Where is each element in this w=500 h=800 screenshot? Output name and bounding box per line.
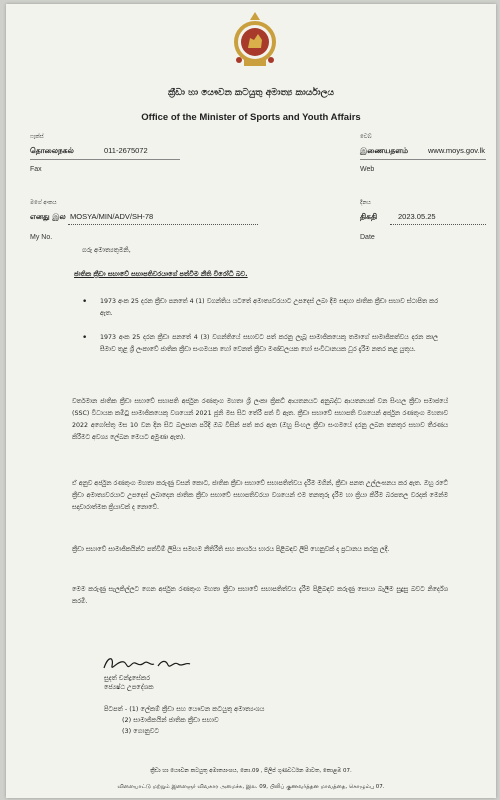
copy-item: (3) ගොනුවට [122,727,160,735]
my-no-label-english: My No. [30,234,53,241]
web-label-tamil: இணையதளம் [360,146,409,155]
my-no-dotline [68,224,258,225]
bullet-item: • 1973 අංක 25 දරන ක්‍රීඩා පනතේ 4 (3) වගන්තියේ සභාවට පත් කරනු ලැබූ සාමාජිකයෙකු තමාගේ සාමාජිකත්වය දරන කාල සීමාව තුළ ශ්‍රී ලංකාවේ ජාතික ක්‍රීඩා සංගමයක හෝ වෙනත් ක්‍රීඩා මණ්ඩලයක හෝ සංවිධානයක ධූර දැරීම නතර කළ යුතුය. [78,332,438,356]
date-value: 2023.05.25 [398,212,436,221]
web-label-sinhala: වෙබ් [360,134,372,140]
date-label-sinhala: දිනය [360,200,371,206]
fax-underline [30,159,180,160]
body-paragraph: ක්‍රීඩා සභාවේ සාමාජිකයින්ට පත්වීම් ලිපිය සමඟම නීතිරීති සහ කාර්යය භාරය පිළිබඳව ලිපි හෙනුවක් ද ප්‍රධානය කරනු ලදී. [72,546,390,553]
copies-block [104,704,264,737]
date-dotline [390,224,486,225]
signatory-name: සුදත් චන්ද්‍රසේකර [104,674,151,682]
bullet-list [78,296,438,368]
letter-subject: ජාතික ක්‍රීඩා සභාවේ සභාපතිවරයාගේ පත්වීම නීති විරෝධී බව. [74,270,248,278]
fax-label-english: Fax [30,166,42,173]
copies-label: පිටපත් - [104,705,128,713]
fax-label-tamil: தொலைநகல் [30,146,74,155]
ministry-name-english: Office of the Minister of Sports and Youth Affairs [141,112,361,123]
bullet-item: • 1973 අංක 25 දරන ක්‍රීඩා පනතේ 4 (1) වගන්තිය යටතේ අමාත්‍යවරයාට උපදෙස් ලබා දීම සඳහා ජාතික ක්‍රීඩා සභාව ස්ථාපිත කර ඇත. [78,296,438,320]
fax-label-sinhala: ෆැක්ස් [30,134,44,140]
signatory-title: ජ්‍යෙෂ්ඨ උපදේශක [104,683,154,691]
letter-page [6,4,496,798]
copy-item: (1) ලේකම් ක්‍රීඩා සහ යෞවන කටයුතු අමාත්‍යංශය [129,705,265,713]
body-paragraph: වර්තමාන ජාතික ක්‍රීඩා සභාවේ සභාපති අර්ජුන රණතුංග මහතා ශ්‍රී ලංකා ක්‍රිකට් ආයතනයට අනුබද්ධ ආයතනයක් වන සිංහල ක්‍රීඩා සමාජයේ (SSC) විධායක කමිටු සාමාජිකයෙකු වශයෙන් 2021 ජූනි මස සිට තේරී පත් වී ඇත. ක්‍රීඩා සභාවේ සභාපති වශයෙන් අර්ජුන රණතුංග මහතාව 2022 අගෝස්තු මස 10 වන දින සිට බලපාන පරිදි ඔබ විසින් පත් කර ඇත (ඔහු සිංහල ක්‍රීඩා සංගමයේ දරනු ලබන තනතුර සභාව තීරණය කිරීමට අවශ්‍ය ලේඛන මෙයට අමුණා ඇත). [72,398,448,441]
my-no-label-sinhala: මගේ අංකය [30,200,57,206]
my-no-label-tamil: எனது இல [30,212,66,221]
salutation: ගරු අමාත්‍යතුමනි, [82,246,131,254]
my-no-value: MOSYA/MIN/ADV/SH-78 [70,212,154,221]
handwritten-signature-icon [102,652,192,674]
date-label-tamil: திகதி [360,212,378,221]
fax-number: 011-2675072 [104,146,148,155]
copy-item: (2) සාමාජිකයින් ජාතික ක්‍රීඩා සභාව [122,716,219,724]
body-paragraph: ඒ අනුව අර්ජුන රණතුංග මහතා කරුණු වසන් කොට, ජාතික ක්‍රීඩා සභාවේ සභාපතිත්වය දැරීම මගින්, ක්‍රීඩා පනත උල්ලංඝනය කර ඇත. ඔහු රටේ ක්‍රීඩා අමාත්‍යවරයාට උපදෙස් ලබාදෙන ජාතික ක්‍රීඩා සභාවේ සභාපතිවරයා වශයෙන් එම තනතුරු දැරීම හා ක්‍රියා කිරීම බරපතල වරදක් මෙන්ම සදාචාරාත්මක ක්‍රියාවක් ද නොවේ. [72,480,448,511]
web-underline [360,159,486,160]
web-url: www.moys.gov.lk [428,146,485,155]
footer-address-sinhala: ක්‍රීඩා හා යෞවන කටයුතු අමාත්‍යාංශය, නො.09 , පිලිප් ගුණවර්ධන මාවත, කොළඹ 07. [150,768,352,774]
signatory-block [104,674,154,692]
footer-address-tamil: விளையாட்டு மற்றும் இளைஞர் விவகார அமைச்சு, இல. 09, பிலிப் குணவர்த்தன மாவத்தை, கொழும்பு 07. [117,784,385,790]
body-paragraph: මෙම කරුණු සැලකිල්ලට ගෙන අර්ජුන රණතුංග මහතා ක්‍රීඩා සභාවේ සභාපතිත්වය දැරීම පිළිබඳව කරුණු සොයා බැලීම සුදුසු බවට නිර්දේශ කරමි. [72,586,448,605]
ministry-name-sinhala: ක්‍රීඩා හා යෞවන කටයුතු අමාත්‍ය කාර්යාලය [168,88,334,98]
date-label-english: Date [360,234,375,241]
national-emblem-icon [230,10,280,70]
web-label-english: Web [360,166,375,173]
